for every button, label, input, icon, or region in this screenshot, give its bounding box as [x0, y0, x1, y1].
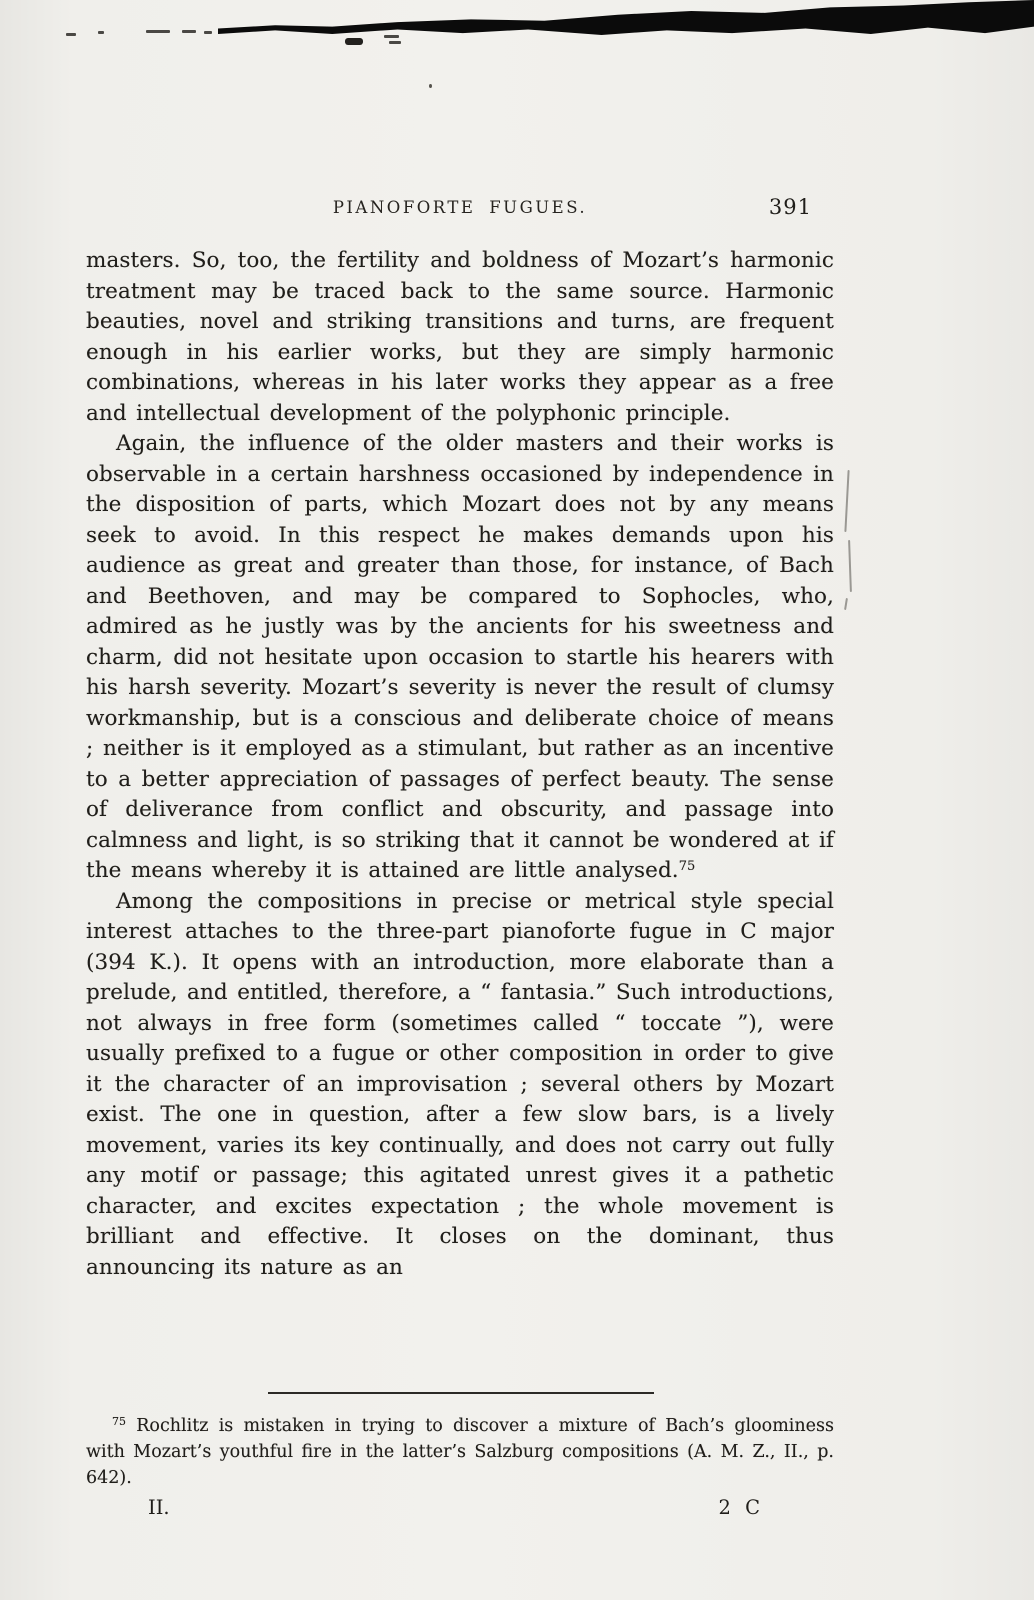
scan-artifact-dash: [98, 31, 104, 34]
scan-artifact-blot: [389, 41, 401, 44]
scan-artifact-blot: [384, 35, 399, 38]
body-paragraph: [86, 429, 834, 887]
body-paragraph: [86, 246, 834, 429]
footnote-text: Rochlitz is mistaken in trying to discover a mixture of Bach’s gloominess with Mozart’s youthful fire in the latter’s Salzburg compositions (A. M. Z., II., p. 642).: [86, 1416, 834, 1488]
footnote-reference: 75: [678, 859, 696, 874]
footnote-rule: [268, 1392, 654, 1394]
footnote: [86, 1409, 834, 1491]
scan-artifact-speck: [429, 84, 432, 88]
footnote-number: 75: [112, 1415, 126, 1428]
scan-artifact-dash: [146, 30, 170, 33]
text-block: [86, 195, 834, 1283]
paragraph-text: Among the compositions in precise or metrical style special interest attaches to the three-part pianoforte fugue in C major (394 K.). It opens with an introduction, more elaborate than a prelude, and entitled, therefore, a “ fantasia.” Such introductions, not always in free form (sometimes called “ toccate ”), were usually prefixed to a fugue or other composition in order to give it the character of an improvisation ; several others by Mozart exist. The one in question, after a few slow bars, is a lively movement, varies its key continually, and does not carry out fully any motif or passage; this agitated unrest gives it a pathetic character, and excites expectation ; the whole movement is brilliant and effective. It closes on the dominant, thus announcing its nature as an: [86, 888, 834, 1280]
scan-artifact-top-band: [218, 0, 1034, 46]
printer-signature: 2 C: [718, 1496, 764, 1519]
scan-artifact-blot: [345, 38, 363, 45]
paragraph-text: masters. So, too, the fertility and boldness of Mozart’s harmonic treatment may be traced back to the same source. Harmonic beauties, novel and striking transitions and turns, are frequent enough in his earlier works, but they are simply harmonic combinations, whereas in his later works they appear as a free and intellectual development of the polyphonic principle.: [86, 248, 834, 426]
body-paragraph: [86, 887, 834, 1284]
scan-artifact-dash: [204, 31, 212, 34]
paragraph-text: Again, the influence of the older masters and their works is observable in a certain harshness occasioned by independence in the disposition of parts, which Mozart does not by any means seek to avoid. In this respect he makes demands upon his audience as great and greater than those, for instance, of Bach and Beethoven, and may be compared to Sophocles, who, admired as he justly was by the ancients for his sweetness and charm, did not hesitate upon occasion to startle his hearers with his harsh severity. Mozart’s severity is never the result of clumsy workmanship, but is a conscious and deliberate choice of means ; neither is it employed as a stimulant, but rather as an incentive to a better appreciation of passages of perfect beauty. The sense of deliverance from conflict and obscurity, and passage into calmness and light, is so striking that it cannot be wondered at if the means whereby it is attained are little analysed.: [86, 431, 834, 883]
running-header-title: PIANOFORTE FUGUES.: [332, 198, 588, 217]
page-number: 391: [768, 195, 812, 219]
running-header: [86, 195, 834, 222]
margin-pen-mark: [848, 540, 852, 592]
volume-signature: II.: [148, 1496, 170, 1519]
page-footer: [86, 1496, 834, 1519]
margin-pen-mark: [844, 598, 848, 610]
scan-artifact-dash: [66, 33, 76, 36]
footnote-area: [86, 1392, 834, 1519]
scan-artifact-dash: [182, 30, 196, 33]
margin-pen-mark: [844, 470, 849, 532]
